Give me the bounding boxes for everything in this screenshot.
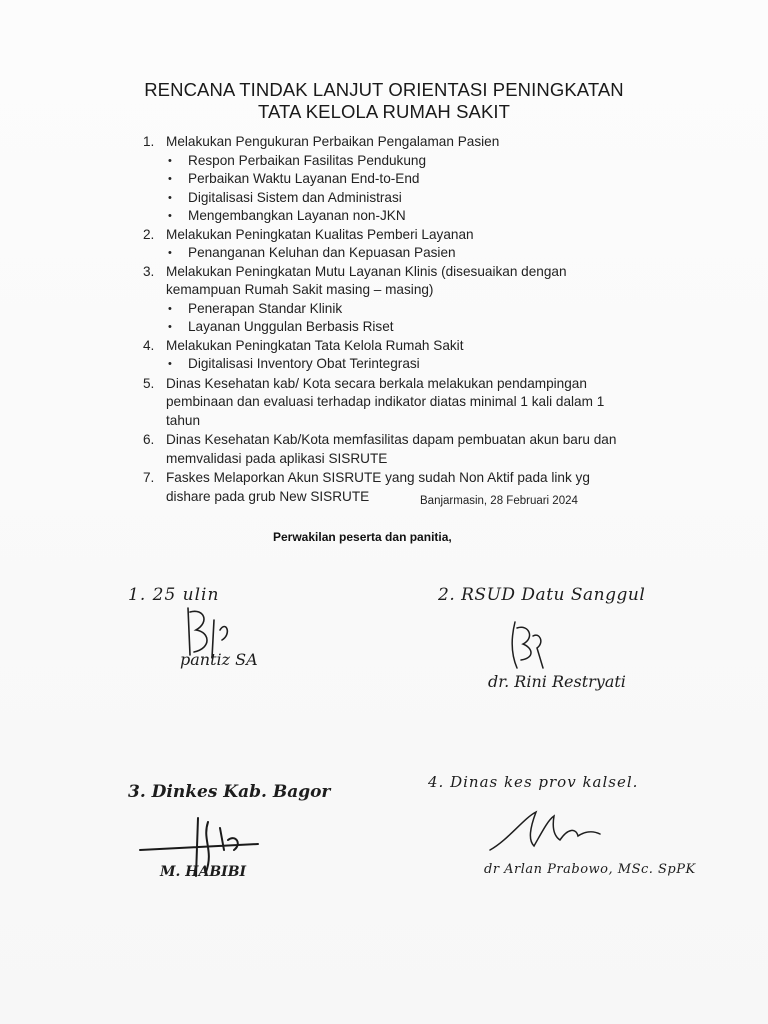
- bullet-icon: •: [168, 154, 172, 167]
- signers-heading: Perwakilan peserta dan panitia,: [273, 530, 452, 544]
- bullet-icon: •: [168, 191, 172, 204]
- list-item: 6. Dinas Kesehatan Kab/Kota memfasilitas dapam pembuatan akun baru dan: [143, 432, 617, 447]
- title-line-1: RENCANA TINDAK LANJUT ORIENTASI PENINGKATAN: [144, 79, 624, 100]
- list-item: 5. Dinas Kesehatan kab/ Kota secara berkala melakukan pendampingan: [143, 375, 587, 391]
- sub-item: • Penanganan Keluhan dan Kepuasan Pasien: [143, 244, 663, 263]
- sub-item: • Mengembangkan Layanan non-JKN: [143, 207, 663, 226]
- signature-1-name: pantiz SA: [180, 650, 258, 669]
- list-item: 3. Melakukan Peningkatan Mutu Layanan Klinis (disesuaikan dengan: [143, 263, 567, 279]
- list-item-continuation: kemampuan Rumah Sakit masing – masing): [166, 282, 434, 297]
- bullet-icon: •: [168, 321, 172, 333]
- list-item-continuation: memvalidasi pada aplikasi SISRUTE: [166, 450, 388, 466]
- bullet-icon: •: [168, 173, 172, 185]
- list-item: 4. Melakukan Peningkatan Tata Kelola Rumah Sakit: [143, 337, 464, 353]
- list-item-continuation: tahun: [166, 412, 201, 428]
- title-line-2: TATA KELOLA RUMAH SAKIT: [257, 101, 511, 122]
- list-item: 7. Faskes Melaporkan Akun SISRUTE yang sudah Non Aktif pada link yg: [143, 470, 590, 485]
- signature-2-name: dr. Rini Restryati: [488, 672, 626, 691]
- signature-4-label: 4. Dinas kes prov kalsel.: [428, 773, 639, 791]
- list-item: 1. Melakukan Pengukuran Perbaikan Pengalaman Pasien: [143, 134, 500, 149]
- bullet-icon: •: [168, 210, 172, 222]
- signature-4-name: dr Arlan Prabowo, MSc. SpPK: [484, 862, 696, 877]
- sub-item: • Digitalisasi Inventory Obat Terintegrasi: [143, 355, 663, 374]
- signature-2-label: 2. RSUD Datu Sanggul: [438, 585, 646, 605]
- bullet-icon: •: [168, 302, 172, 315]
- bullet-icon: •: [168, 247, 172, 259]
- list-item: 2. Melakukan Peningkatan Kualitas Pemberi Layanan: [143, 226, 474, 242]
- list-item-continuation: dishare pada grub New SISRUTE: [166, 488, 370, 504]
- signature-1-label: 1. 25 ulin: [128, 585, 220, 605]
- signature-3-name: M. HABIBI: [160, 864, 247, 880]
- action-plan-list: [143, 133, 663, 506]
- document-title: [0, 79, 768, 123]
- list-item-continuation: pembinaan dan evaluasi terhadap indikator diatas minimal 1 kali dalam 1: [166, 394, 605, 409]
- signature-4-mark: [488, 806, 618, 854]
- sub-item: • Digitalisasi Sistem dan Administrasi: [143, 189, 663, 208]
- bullet-icon: •: [168, 358, 172, 370]
- sub-item: • Layanan Unggulan Berbasis Riset: [143, 318, 663, 337]
- sub-item: • Penerapan Standar Klinik: [143, 300, 663, 319]
- signature-3-label: 3. Dinkes Kab. Bagor: [128, 782, 331, 802]
- sub-item: • Respon Perbaikan Fasilitas Pendukung: [143, 152, 663, 171]
- date-place: Banjarmasin, 28 Februari 2024: [420, 495, 578, 507]
- signature-2-mark: [505, 618, 550, 676]
- sub-item: • Perbaikan Waktu Layanan End-to-End: [143, 170, 663, 189]
